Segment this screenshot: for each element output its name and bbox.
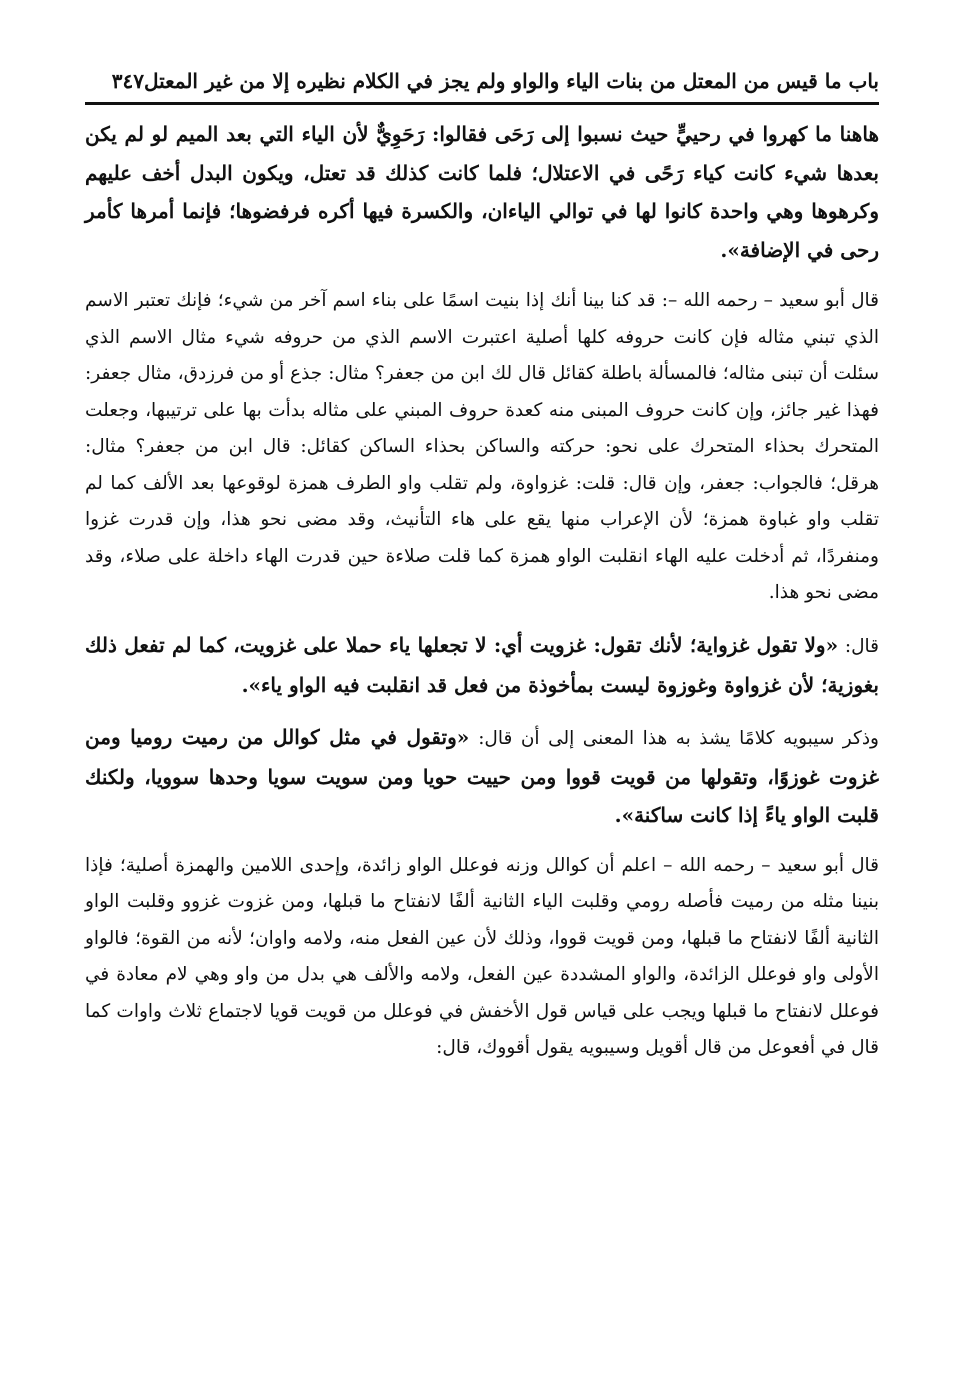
paragraph-3-quote: «ولا تقول غزواية؛ لأنك تقول: غزويت أي: لا تجعلها ياء حملا على غزويت، كما لم تفعل ذلك بغوزية؛ لأن غزواوة وغوزوة ليست بمأخوذة من فعل قد انقلبت فيه الواو ياء».	[85, 632, 879, 697]
paragraph-4-quote: «وتقول في مثل كوالل من رميت روميا ومن غزوت غوزوًا، وتقولها من قويت قووا ومن حييت حويا ومن سويت سويا وحدها سوويا، ولكنك قلبت الواو ياءً إذا كانت ساكنة».	[85, 724, 879, 827]
paragraph-5: قال أبو سعيد – رحمه الله – اعلم أن كوالل وزنه فوعلل الواو زائدة، وإحدى اللامين والهمزة أصلية؛ فإذا بنينا مثله من رميت فأصله رومي وقلبت الياء الثانية ألفًا لانفتاح ما قبلها، ومن غزوت غزوو وقلبت الواو الثانية ألفًا لانفتاح ما قبلها، ومن قويت قووا، وذلك لأن عين الفعل منه، ولامه واوان؛ لأنه من القوة؛ فالواو الأولى واو فوعلل الزائدة، والواو المشددة عين الفعل، ولامه والألف هي بدل من واو وهي لام معادة في فوعلل لانفتاح ما قبلها ويجب على قياس قول الأخفش في فوعلل من قويت قويا لاجتماع ثلاث واوات كما قال في أفعوعل من قال أقويل وسيبويه يقول أقووك، قال:	[85, 854, 879, 1058]
paragraph-1: هاهنا ما كهروا في رحييٍّ حيث نسبوا إلى رَحَى فقالوا: رَحَوِيٌّ لأن الياء التي بعد الميم لو لم يكن بعدها شيء كانت كياء رَحًى في الاعتلال؛ فلما كانت كذلك قد تعتل، ويكون البدل أخف عليهم وكرهوها وهي واحدة كانوا لها في توالي الياءان، والكسرة فيها أكره فرفضوها؛ فإنما أمرها كأمر رحى في الإضافة».	[85, 122, 879, 262]
page-number: ٣٤٧	[111, 69, 144, 93]
running-header	[85, 66, 879, 96]
paragraph-3-lead: قال:	[844, 635, 879, 657]
paragraph-4	[85, 718, 879, 834]
running-header-title: باب ما قيس من المعتل من بنات الياء والواو ولم يجز في الكلام نظيره إلا من غير المعتل	[143, 69, 879, 93]
paragraph-4-lead: وذكر سيبويه كلامًا يشذ به هذا المعنى إلى أن قال:	[478, 727, 879, 749]
paragraph-2: قال أبو سعيد – رحمه الله –: قد كنا بينا أنك إذا بنيت اسمًا على بناء اسم آخر من شيء؛ فإنك تعتبر الاسم الذي تبني مثاله فإن كانت حروفه كلها أصلية اعتبرت الاسم الذي من حروفه شيء مثال الاسم الذي سئلت أن تبنى مثاله؛ فالمسألة باطلة كقائل قال لك ابن من جعفر؟ مثال: جذع أو من فرزدق، مثال جعفر: فهذا غير جائز، وإن كانت حروف المبنى منه كعدة حروف المبني على مثاله بدأت بها على ترتيبها، وجعلت المتحرك بحذاء المتحرك على نحو: حركته والساكن بحذاء الساكن كقائل: قال ابن من جعفر؟ مثال: هرقل؛ فالجواب: جعفر، وإن قال: قلت: غزواوة، ولم تقلب واو الطرف همزة لوقوعها بعد الألف كما لم تقلب واو غباوة همزة؛ لأن الإعراب منها يقع على هاء التأنيث، وقد مضى نحو هذا، وإن قدرت غزوا ومنفردًا، ثم أدخلت عليه الهاء انقلبت الواو همزة كما قلت صلاءة حين قدرت الهاء داخلة على صلاء، وقد مضى نحو هذا.	[85, 290, 879, 603]
paragraph-3	[85, 626, 879, 704]
header-divider	[85, 102, 879, 105]
